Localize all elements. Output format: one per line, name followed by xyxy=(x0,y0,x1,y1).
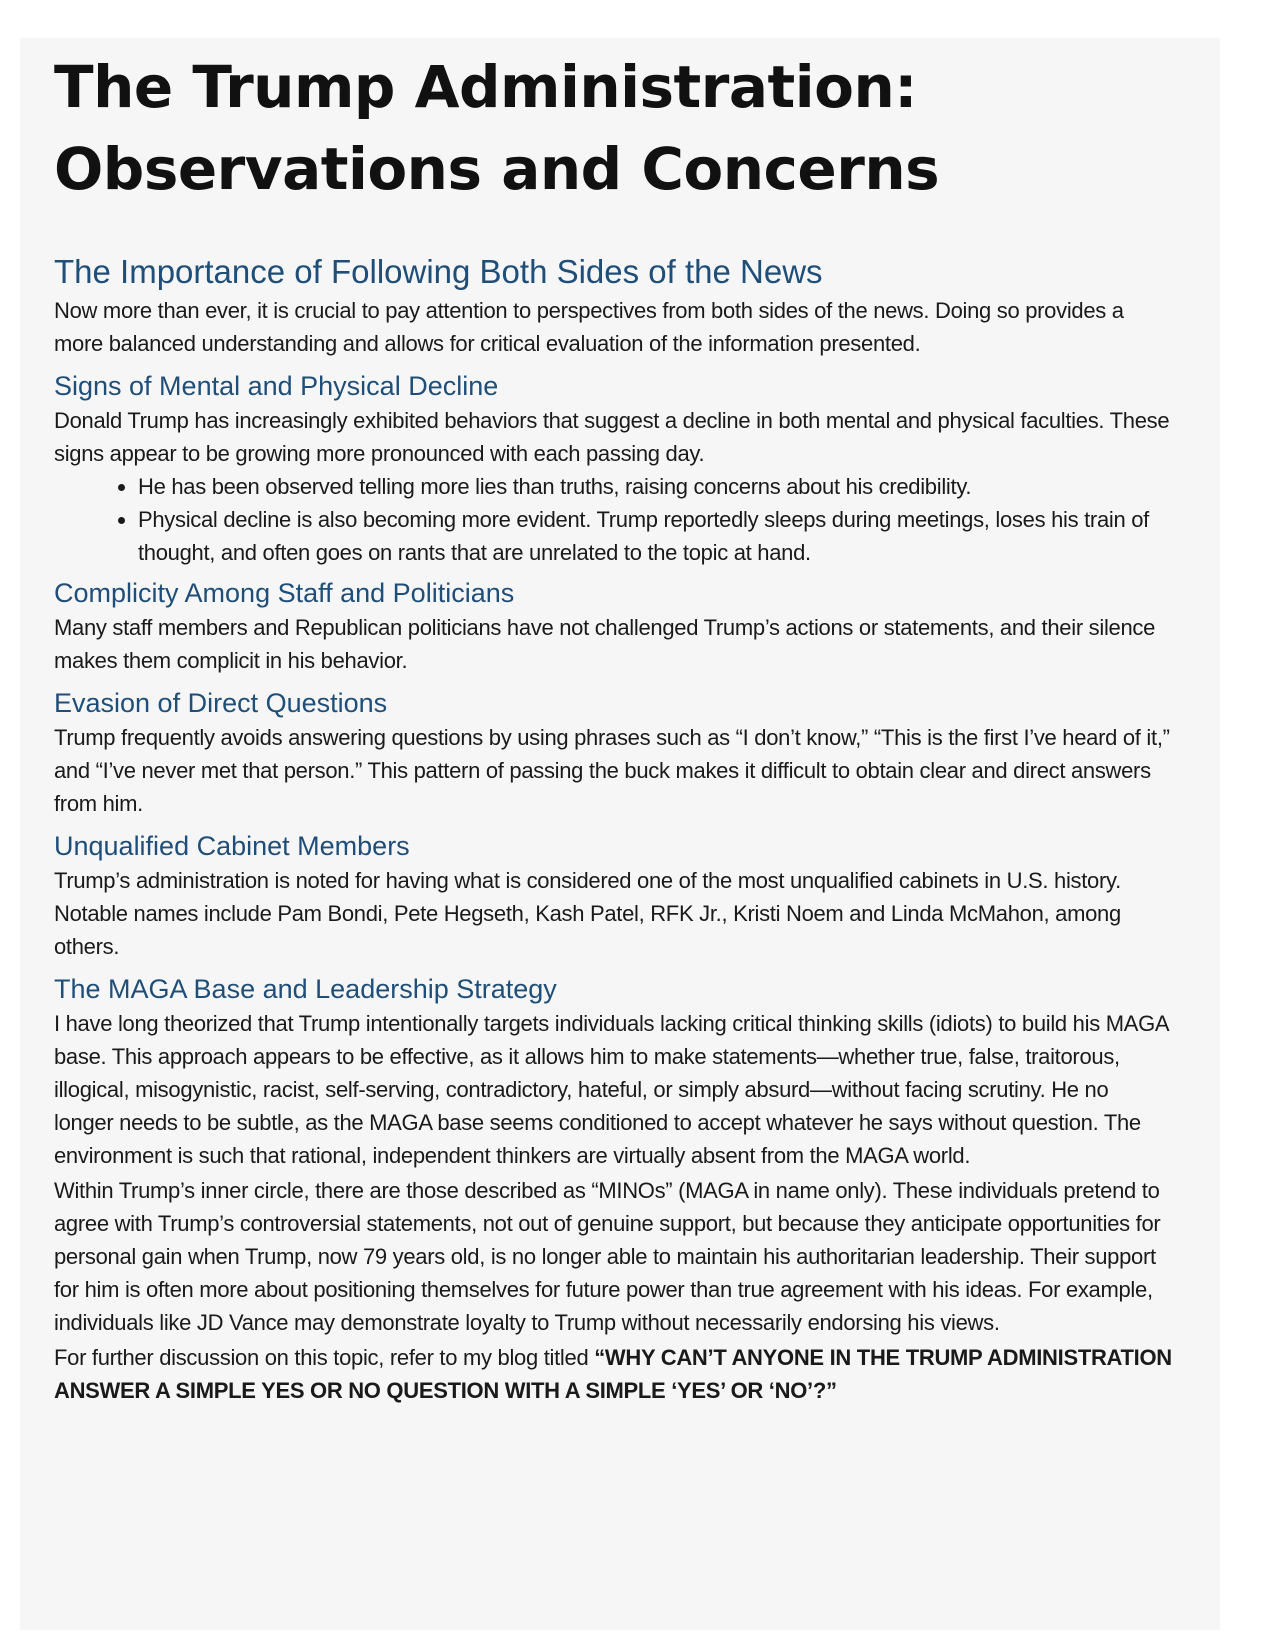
section-evasion xyxy=(54,687,1172,820)
blog-title: “WHY CAN’T ANYONE IN THE TRUMP ADMINISTRATION ANSWER A SIMPLE YES OR NO QUESTION WITH A SIMPLE ‘YES’ OR ‘NO’?” xyxy=(54,1345,1172,1403)
section-paragraph: I have long theorized that Trump intentionally targets individuals lacking critical thinking skills (idiots) to build his MAGA base. This approach appears to be effective, as it allows him to make statements—whether true, false, traitorous, illogical, misogynistic, racist, self-serving, contradictory, hateful, or simply absurd—without facing scrutiny. He no longer needs to be subtle, as the MAGA base seems conditioned to accept whatever he says without question. The environment is such that rational, independent thinkers are virtually absent from the MAGA world. xyxy=(54,1011,1169,1168)
title-line-2: Observations and Concerns xyxy=(54,135,940,203)
section-decline xyxy=(54,370,1172,569)
section-paragraph: Many staff members and Republican politicians have not challenged Trump’s actions or statements, and their silence makes them complicit in his behavior. xyxy=(54,615,1156,673)
document-body xyxy=(54,252,1172,1407)
bullet-list xyxy=(54,470,1172,569)
section-heading: Unqualified Cabinet Members xyxy=(54,831,410,861)
section-heading: The MAGA Base and Leadership Strategy xyxy=(54,974,557,1004)
section-complicity xyxy=(54,577,1172,677)
closing-paragraph xyxy=(54,1341,1172,1407)
document-title xyxy=(54,38,1172,210)
section-heading: Complicity Among Staff and Politicians xyxy=(54,578,515,608)
list-item: • He has been observed telling more lies than truths, raising concerns about his credibility. xyxy=(138,470,1172,503)
section-cabinet xyxy=(54,830,1172,963)
document-page xyxy=(20,38,1220,1630)
section-paragraph: Trump frequently avoids answering questions by using phrases such as “I don’t know,” “This is the first I’ve heard of it,” and “I’ve never met that person.” This pattern of passing the buck makes it difficult to obtain clear and direct answers from him. xyxy=(54,725,1170,816)
title-line-1: The Trump Administration: xyxy=(54,53,917,121)
section-paragraph: Now more than ever, it is crucial to pay attention to perspectives from both sides of the news. Doing so provides a more balanced understanding and allows for critical evaluation of the information presented. xyxy=(54,298,1124,356)
section-heading: Evasion of Direct Questions xyxy=(54,688,388,718)
section-paragraph: Trump’s administration is noted for having what is considered one of the most unqualified cabinets in U.S. history. Notable names include Pam Bondi, Pete Hegseth, Kash Patel, RFK Jr., Kristi Noem and Linda McMahon, among others. xyxy=(54,868,1121,959)
section-paragraph: Donald Trump has increasingly exhibited behaviors that suggest a decline in both mental and physical faculties. These signs appear to be growing more pronounced with each passing day. xyxy=(54,408,1170,466)
closing-intro: For further discussion on this topic, refer to my blog titled xyxy=(54,1345,595,1370)
section-paragraph: Within Trump’s inner circle, there are those described as “MINOs” (MAGA in name only). These individuals pretend to agree with Trump’s controversial statements, not out of genuine support, but because they anticipate opportunities for personal gain when Trump, now 79 years old, is no longer able to maintain his authoritarian leadership. Their support for him is often more about positioning themselves for future power than true agreement with his ideas. For example, individuals like JD Vance may demonstrate loyalty to Trump without necessarily endorsing his views. xyxy=(54,1178,1161,1335)
section-news-balance xyxy=(54,252,1172,360)
section-maga-strategy xyxy=(54,973,1172,1407)
section-heading: Signs of Mental and Physical Decline xyxy=(54,371,499,401)
section-heading: The Importance of Following Both Sides of the News xyxy=(54,253,823,290)
list-item: • Physical decline is also becoming more evident. Trump reportedly sleeps during meetings, loses his train of thought, and often goes on rants that are unrelated to the topic at hand. xyxy=(138,503,1172,569)
